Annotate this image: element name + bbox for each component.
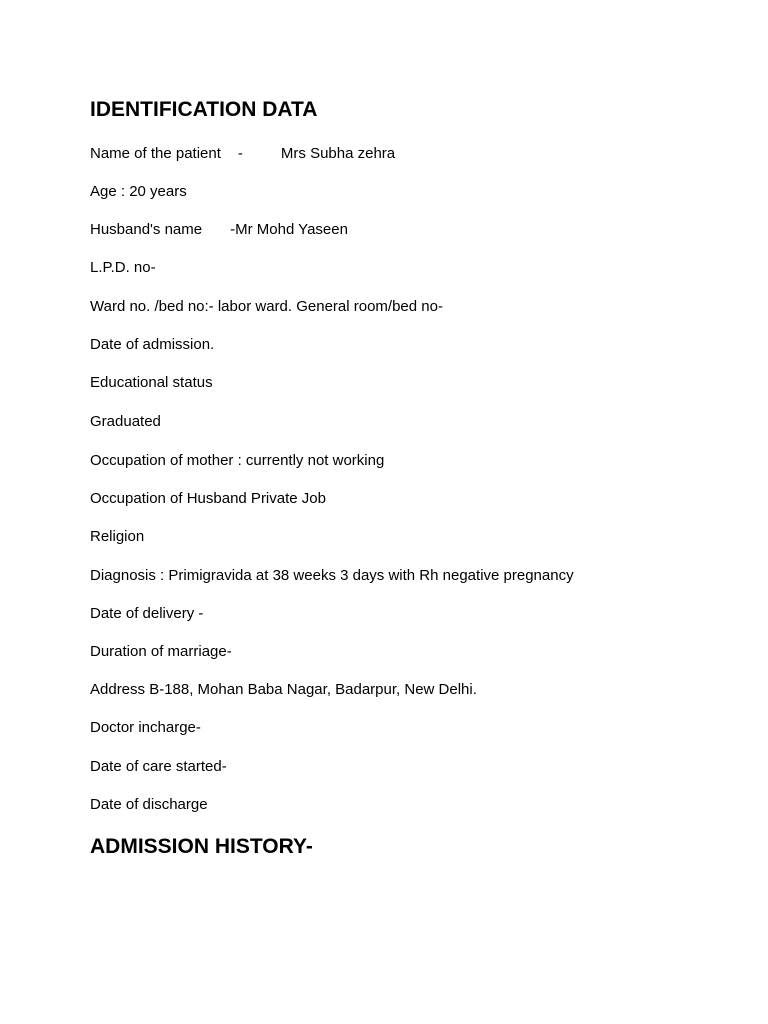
admission-history-heading: ADMISSION HISTORY- xyxy=(90,835,313,858)
occupation-husband-line: Occupation of Husband Private Job xyxy=(90,490,326,507)
date-of-delivery-line: Date of delivery - xyxy=(90,605,204,622)
occupation-mother-line: Occupation of mother : currently not working xyxy=(90,452,385,469)
date-of-discharge-line: Date of discharge xyxy=(90,796,208,813)
diagnosis-line: Diagnosis : Primigravida at 38 weeks 3 days with Rh negative pregnancy xyxy=(90,567,574,584)
husband-name-value: -Mr Mohd Yaseen xyxy=(230,221,348,238)
date-of-admission-line: Date of admission. xyxy=(90,336,215,353)
lpd-no-line: L.P.D. no- xyxy=(90,259,156,276)
religion-line: Religion xyxy=(90,528,145,545)
identification-data-heading: IDENTIFICATION DATA xyxy=(90,98,318,121)
patient-name-line xyxy=(90,145,395,163)
age-line: Age : 20 years xyxy=(90,183,187,200)
date-care-started-line: Date of care started- xyxy=(90,758,227,775)
duration-of-marriage-line: Duration of marriage- xyxy=(90,643,232,660)
patient-name-label: Name of the patient xyxy=(90,145,221,162)
educational-status-line: Educational status xyxy=(90,374,213,391)
patient-name-separator: - xyxy=(237,145,243,162)
ward-line: Ward no. /bed no:- labor ward. General room/bed no- xyxy=(90,298,443,315)
address-line: Address B-188, Mohan Baba Nagar, Badarpur, New Delhi. xyxy=(90,681,477,698)
husband-name-line xyxy=(90,221,348,239)
education-value-line: Graduated xyxy=(90,413,161,430)
doctor-incharge-line: Doctor incharge- xyxy=(90,719,201,736)
husband-name-label: Husband's name xyxy=(90,221,203,238)
patient-name-value: Mrs Subha zehra xyxy=(280,145,396,162)
